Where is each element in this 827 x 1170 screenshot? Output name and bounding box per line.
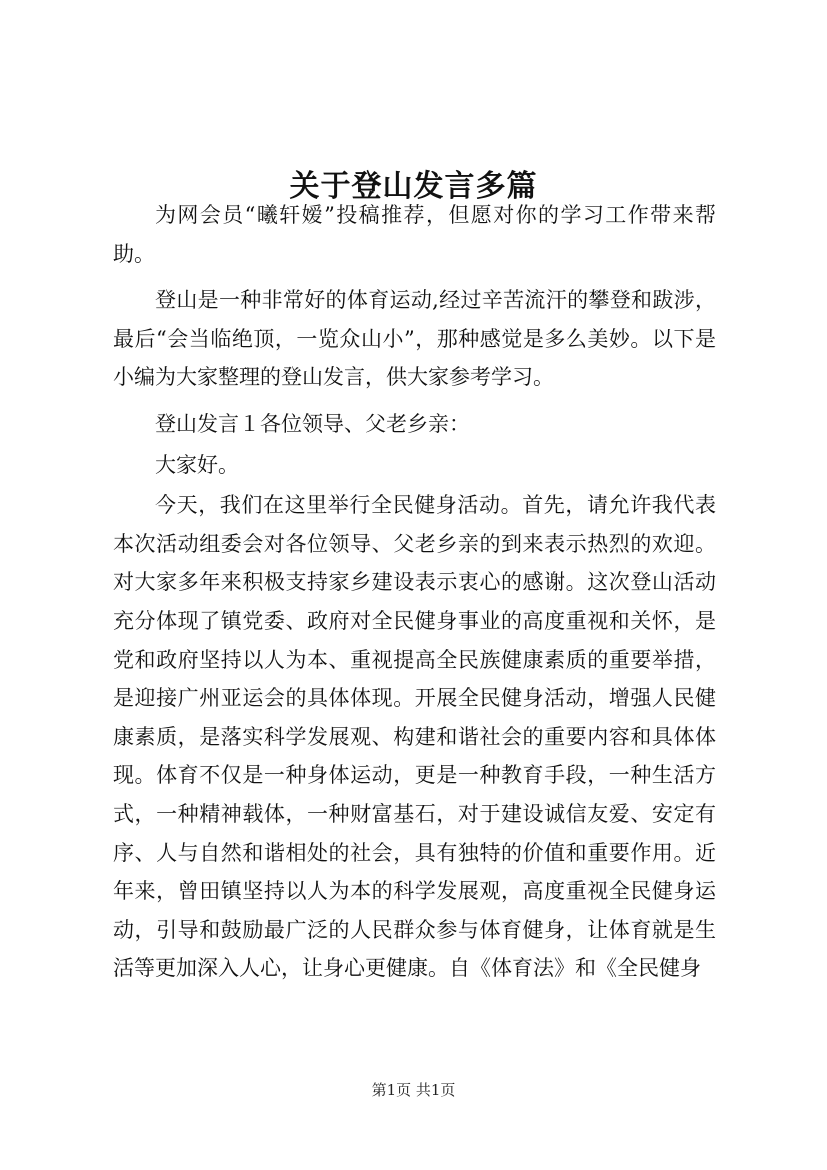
paragraph-overview: 登山是一种非常好的体育运动,经过辛苦流汗的攀登和跋涉，最后“会当临绝顶，一览众山小”，那种感觉是多么美妙。以下是小编为大家整理的登山发言，供大家参考学习。 — [113, 288, 716, 390]
page-footer: 第1页 共1页 — [371, 1081, 456, 1099]
paragraph-speech-heading: 登山发言１各位领导、父老乡亲： — [155, 411, 470, 436]
document-title: 关于登山发言多篇 — [289, 169, 538, 205]
paragraph-greeting: 大家好。 — [155, 452, 239, 477]
paragraph-speech-body: 今天，我们在这里举行全民健身活动。首先，请允许我代表本次活动组委会对各位领导、父老乡亲的到来表示热烈的欢迎。对大家多年来积极支持家乡建设表示衷心的感谢。这次登山活动充分体现了镇党委、政府对全民健身事业的高度重视和关怀，是党和政府坚持以人为本、重视提高全民族健康素质的重要举措，是迎接广州亚运会的具体体现。开展全民健身活动，增强人民健康素质，是落实科学发展观、构建和谐社会的重要内容和具体体现。体育不仅是一种身体运动，更是一种教育手段，一种生活方式，一种精神载体，一种财富基石，对于建设诚信友爱、安定有序、人与自然和谐相处的社会，具有独特的价值和重要作用。近年来，曾田镇坚持以人为本的科学发展观，高度重视全民健身运动，引导和鼓励最广泛的人民群众参与体育健身，让体育就是生活等更加深入人心，让身心更健康。自《体育法》和《全民健身 — [113, 493, 716, 981]
document-body — [113, 196, 716, 996]
paragraph-intro: 为网会员“曦轩嫒”投稿推荐，但愿对你的学习工作带来帮助。 — [113, 203, 716, 266]
